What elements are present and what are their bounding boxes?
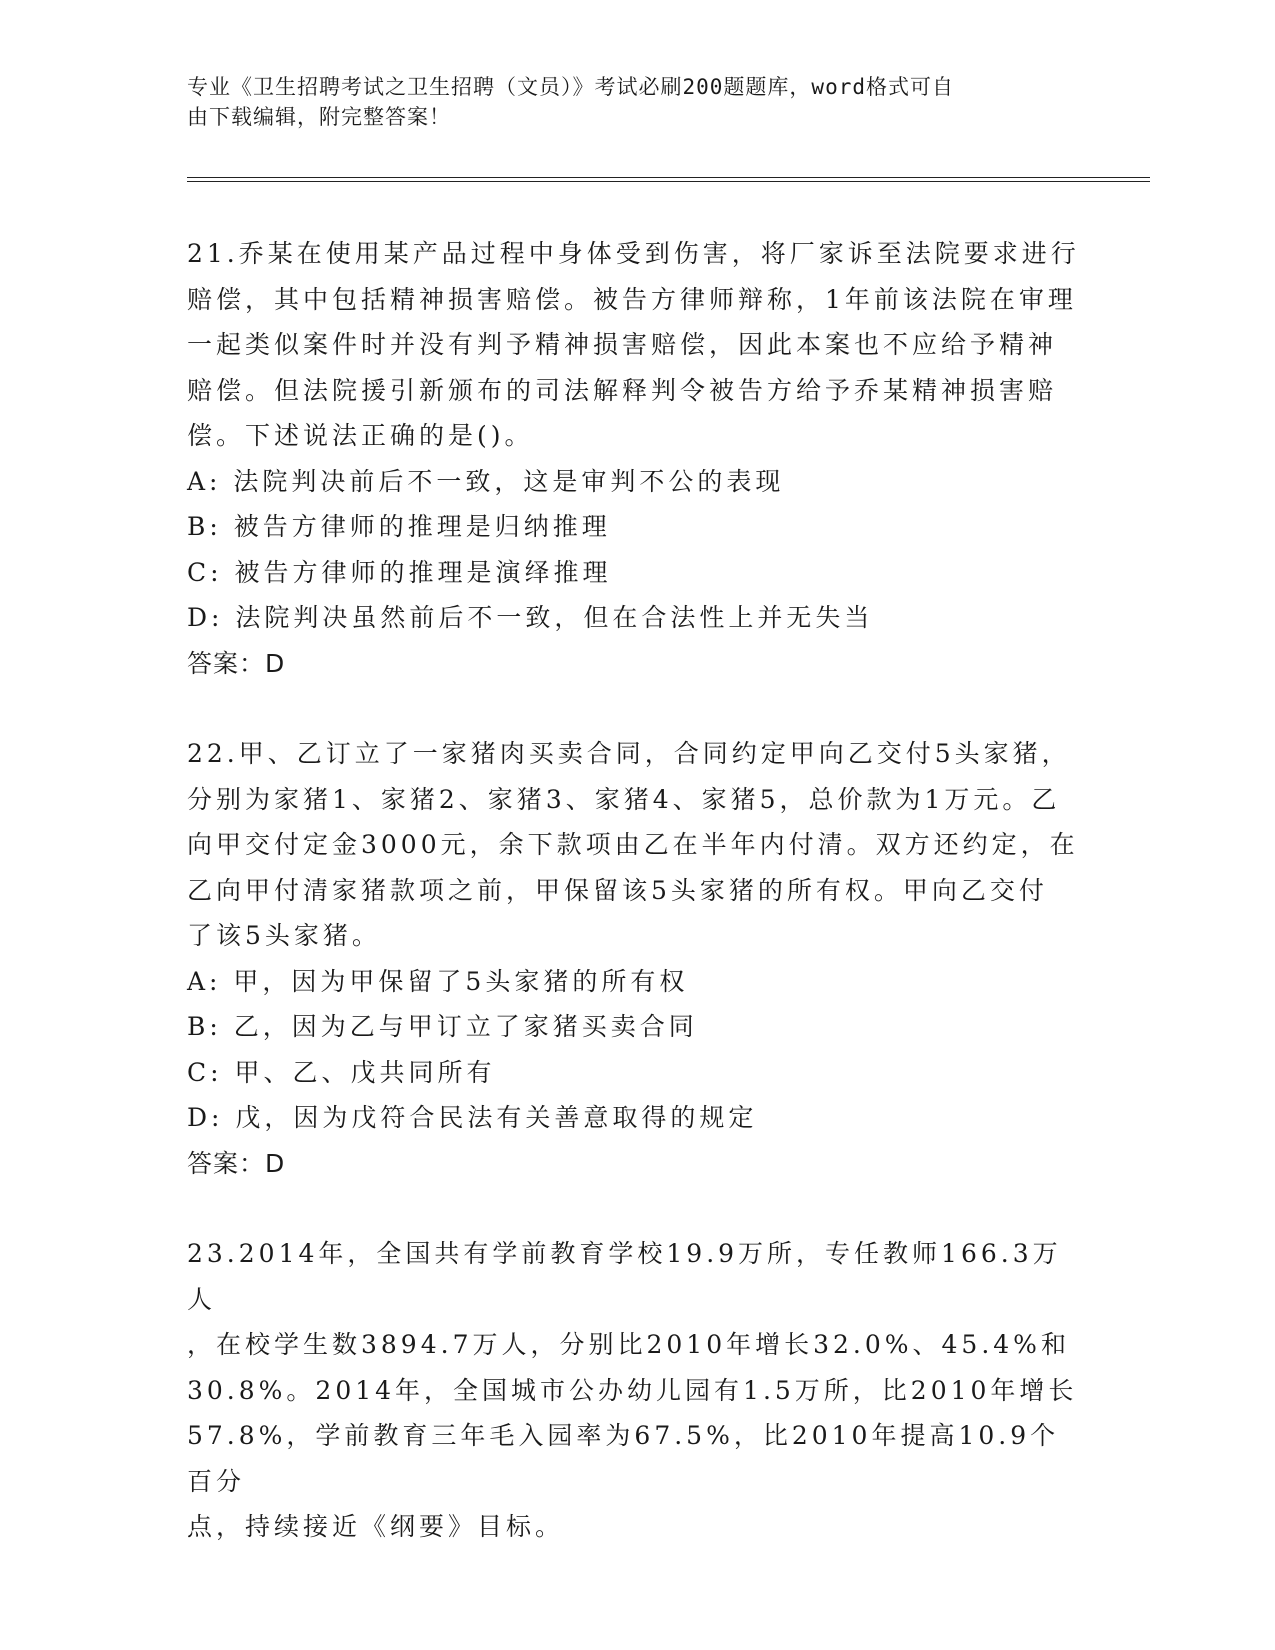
- option-d: D: 戊，因为戊符合民法有关善意取得的规定: [187, 1103, 758, 1132]
- stem-line: 57.8%，学前教育三年毛入园率为67.5%，比2010年提高10.9个百分: [187, 1421, 1060, 1496]
- option-a: A: 甲，因为甲保留了5头家猪的所有权: [187, 966, 689, 996]
- stem-line: 点，持续接近《纲要》目标。: [187, 1512, 565, 1541]
- stem-line: 一起类似案件时并没有判予精神损害赔偿，因此本案也不应给予精神: [187, 330, 1058, 359]
- question-21: [187, 231, 1087, 686]
- stem-line: 分别为家猪1、家猪2、家猪3、家猪4、家猪5，总价款为1万元。乙: [187, 784, 1061, 814]
- stem-line: ，在校学生数3894.7万人，分别比2010年增长32.0%、45.4%和: [187, 1330, 1070, 1359]
- option-c: C: 甲、乙、戊共同所有: [187, 1057, 496, 1087]
- option-a: A: 法院判决前后不一致，这是审判不公的表现: [187, 466, 785, 496]
- option-c: C: 被告方律师的推理是演绎推理: [187, 557, 612, 587]
- option-b: B: 乙，因为乙与甲订立了家猪买卖合同: [187, 1012, 698, 1041]
- stem-line: 赔偿，其中包括精神损害赔偿。被告方律师辩称，1年前该法院在审理: [187, 284, 1077, 314]
- question-stem: [187, 231, 1087, 459]
- stem-line: 22.甲、乙订立了一家猪肉买卖合同，合同约定甲向乙交付5头家猪，: [187, 739, 1071, 768]
- stem-line: 了该5头家猪。: [187, 921, 381, 950]
- stem-line: 偿。下述说法正确的是()。: [187, 421, 534, 450]
- option-b: B: 被告方律师的推理是归纳推理: [187, 512, 611, 541]
- question-23: [187, 1231, 1087, 1550]
- stem-line: 21.乔某在使用某产品过程中身体受到伤害，将厂家诉至法院要求进行: [187, 239, 1080, 268]
- header-line-2: 由下载编辑，附完整答案！: [187, 105, 451, 129]
- option-list: [187, 959, 1087, 1141]
- stem-line: 向甲交付定金3000元，余下款项由乙在半年内付清。双方还约定，在: [187, 830, 1079, 859]
- header-divider-bottom: [187, 181, 1150, 182]
- document-header: [187, 72, 1067, 132]
- option-d: D: 法院判决虽然前后不一致，但在合法性上并无失当: [187, 603, 874, 632]
- answer-label: 答案：D: [187, 1148, 286, 1178]
- header-divider-top: [187, 177, 1150, 178]
- option-list: [187, 459, 1087, 641]
- question-stem: [187, 1231, 1087, 1550]
- stem-line: 乙向甲付清家猪款项之前，甲保留该5头家猪的所有权。甲向乙交付: [187, 875, 1048, 905]
- stem-line: 30.8%。2014年，全国城市公办幼儿园有1.5万所，比2010年增长: [187, 1375, 1078, 1405]
- question-stem: [187, 731, 1087, 959]
- stem-line: 赔偿。但法院援引新颁布的司法解释判令被告方给予乔某精神损害赔: [187, 375, 1058, 405]
- stem-line: 23.2014年，全国共有学前教育学校19.9万所，专任教师166.3万人: [187, 1239, 1062, 1314]
- question-22: [187, 731, 1087, 1186]
- answer-label: 答案：D: [187, 648, 286, 678]
- header-line-1: 专业《卫生招聘考试之卫生招聘（文员）》考试必刷200题题库，word格式可自: [187, 75, 954, 99]
